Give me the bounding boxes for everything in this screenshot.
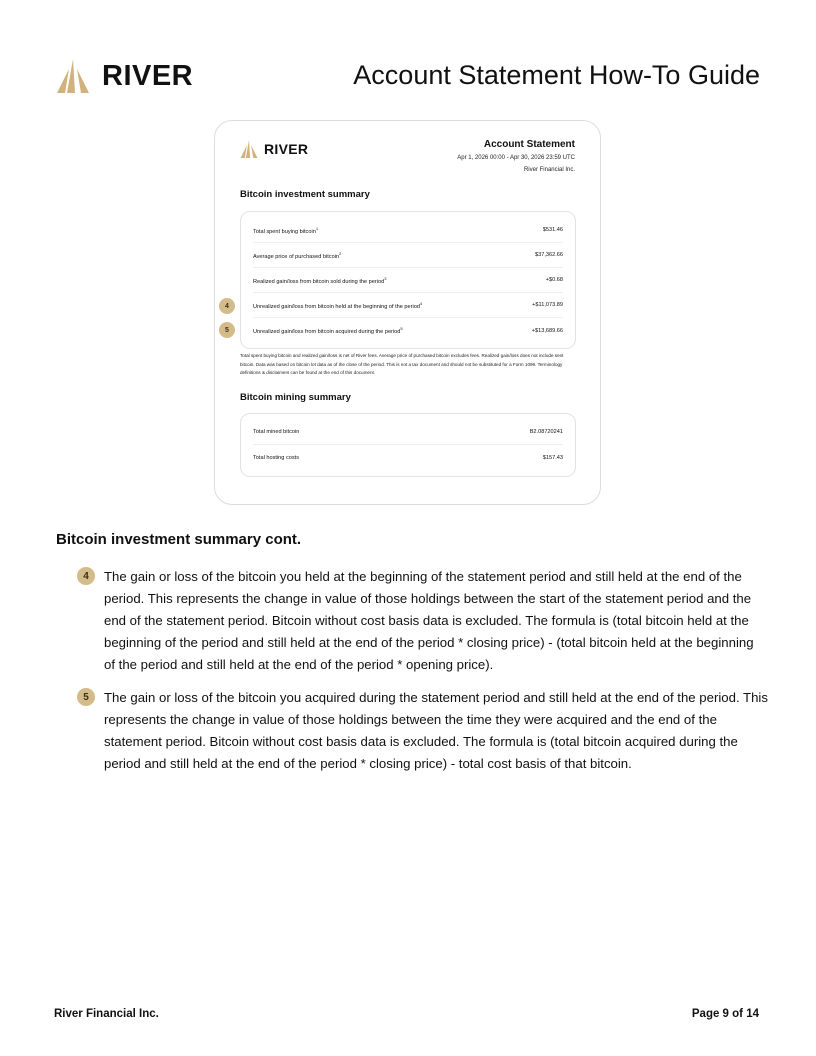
- item-number-badge: 5: [77, 688, 95, 706]
- explanation-item: The gain or loss of the bitcoin you held at the beginning of the statement period and still held at the end of the period. This represents the change in value of those holdings between the start of the statement period and the end of the statement period. Bitcoin without cost basis data is excluded. The formula is (total bitcoin held at the beginning of the period and still held at the end of the period * closing price) - (total bitcoin held at the beginning of the period and still held at the end of the period * opening price).: [104, 569, 754, 672]
- summary-row: [253, 420, 563, 445]
- statement-brand: [240, 140, 308, 158]
- page-title: Account Statement How-To Guide: [353, 60, 760, 90]
- summary-row-value: $531.46: [542, 227, 563, 233]
- summary-row-value: B2.08720241: [529, 429, 563, 435]
- summary-row-label: Unrealized gain/loss from bitcoin held at the beginning of the period$^4$: [253, 300, 423, 310]
- section-heading: Bitcoin investment summary cont.: [56, 531, 302, 548]
- page-number: Page 9 of 14: [691, 1008, 759, 1020]
- mining-summary-title: Bitcoin mining summary: [240, 392, 351, 403]
- summary-row-label: Average price of purchased bitcoin$^2$: [253, 250, 342, 260]
- summary-row-value: +$0.68: [545, 277, 563, 283]
- statement-title: Account Statement: [483, 139, 575, 150]
- summary-row: [253, 218, 563, 243]
- river-logo-icon: [56, 59, 90, 93]
- summary-row: [253, 293, 563, 318]
- summary-row-label: Total mined bitcoin: [253, 429, 300, 435]
- summary-row-label: Total hosting costs: [253, 454, 300, 461]
- footer-company: River Financial Inc.: [54, 1008, 159, 1020]
- summary-row-value: $37,362.66: [535, 252, 563, 258]
- explanation-item: The gain or loss of the bitcoin you acquired during the statement period and still held at the end of the period. This represents the change in value of those holdings between the time they were acquired and the end of the statement period. Bitcoin without cost basis data is excluded. The formula is (total bitcoin acquired during the period and still held at the end of the period * closing price) - total cost basis of that bitcoin.: [104, 690, 768, 771]
- mining-summary-box: [240, 413, 576, 477]
- statement-period: Apr 1, 2026 00:00 - Apr 30, 2026 23:59 UTC: [457, 155, 575, 161]
- summary-row: [253, 318, 563, 343]
- summary-row-value: $157.43: [542, 454, 563, 461]
- statement-brand-wordmark: RIVER: [264, 141, 309, 157]
- river-logo-icon: [240, 140, 258, 158]
- callout-badge-4: 4: [219, 298, 235, 314]
- statement-company: River Financial Inc.: [523, 167, 575, 173]
- investment-summary-title: Bitcoin investment summary: [240, 189, 370, 200]
- statement-footnote: Total spent buying bitcoin and realized gain/loss is net of River fees. Average price of purchased bitcoin excludes fees. Realized gain/loss does not include sent bitcoin. Data was based on bitcoin lot data as of the close of the period. This is not a tax document and should not be substituted for a Form 1099. Terminology definitions & disclaimers can be found at the end of this document.: [240, 353, 564, 375]
- page-header: [56, 58, 760, 94]
- summary-row: [253, 445, 563, 470]
- item-number-badge: 4: [77, 567, 95, 585]
- summary-row-label: Realized gain/loss from bitcoin sold during the period$^3$: [253, 275, 387, 285]
- brand: [56, 58, 193, 94]
- investment-summary-box: [240, 211, 576, 349]
- summary-row: [253, 268, 563, 293]
- statement-header: [457, 138, 575, 176]
- callout-badge-5: 5: [219, 322, 235, 338]
- brand-wordmark: RIVER: [102, 59, 194, 92]
- summary-row-value: +$11,073.89: [532, 302, 563, 308]
- summary-row-label: Unrealized gain/loss from bitcoin acquired during the period$^5$: [253, 326, 403, 335]
- summary-row: [253, 243, 563, 268]
- summary-row-label: Total spent buying bitcoin$^1$: [253, 225, 319, 235]
- statement-card: [214, 120, 601, 505]
- summary-row-value: +$13,689.66: [531, 327, 563, 334]
